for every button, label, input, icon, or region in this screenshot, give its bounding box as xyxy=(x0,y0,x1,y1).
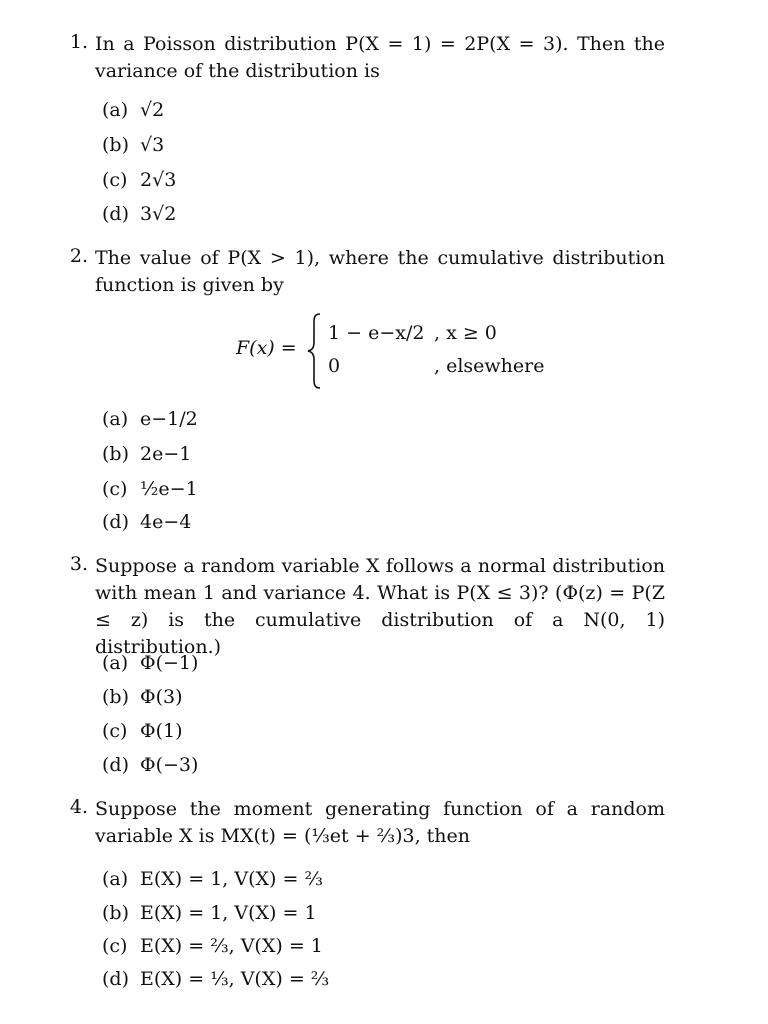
option-label: (d) xyxy=(102,511,129,533)
option-text: E(X) = ⅓, V(X) = ⅔ xyxy=(140,968,330,990)
question-1-option-a xyxy=(102,98,164,122)
left-brace-icon xyxy=(306,312,322,390)
question-3-option-c xyxy=(102,719,183,743)
option-text: √2 xyxy=(140,99,165,121)
question-1-text: In a Poisson distribution P(X = 1) = 2P(X = 3). Then the variance of the distribution is xyxy=(95,33,665,82)
question-3-option-a xyxy=(102,651,198,675)
question-2-number: 2. xyxy=(69,245,88,267)
option-label: (d) xyxy=(102,754,129,776)
option-label: (d) xyxy=(102,203,129,225)
option-text: Φ(1) xyxy=(140,720,183,742)
option-text: Φ(−1) xyxy=(140,652,199,674)
option-label: (d) xyxy=(102,968,129,990)
question-2-option-c xyxy=(102,477,198,501)
question-2-text: The value of P(X > 1), where the cumulative distribution function is given by xyxy=(95,247,665,296)
cdf-lhs: F(x) = xyxy=(236,337,297,359)
option-label: (b) xyxy=(102,134,129,156)
cdf-case2-expression: 0 xyxy=(328,355,341,377)
option-text: 2e−1 xyxy=(140,443,192,465)
question-1-option-d xyxy=(102,202,176,226)
question-3-number: 3. xyxy=(69,553,88,575)
option-text: E(X) = ⅔, V(X) = 1 xyxy=(140,935,323,957)
option-label: (a) xyxy=(102,652,129,674)
option-text: Φ(3) xyxy=(140,686,183,708)
option-text: 3√2 xyxy=(140,203,177,225)
option-label: (a) xyxy=(102,408,129,430)
option-label: (b) xyxy=(102,443,129,465)
question-3-option-b xyxy=(102,685,183,709)
question-3-option-d xyxy=(102,753,198,777)
option-text: 2√3 xyxy=(140,169,177,191)
question-2-option-d xyxy=(102,510,191,534)
question-4-option-a xyxy=(102,867,323,891)
option-label: (c) xyxy=(102,478,128,500)
option-text: Φ(−3) xyxy=(140,754,199,776)
cdf-case1-condition: , x ≥ 0 xyxy=(434,322,497,344)
option-text: E(X) = 1, V(X) = ⅔ xyxy=(140,868,323,890)
option-text: E(X) = 1, V(X) = 1 xyxy=(140,902,317,924)
option-label: (a) xyxy=(102,99,129,121)
option-label: (b) xyxy=(102,686,129,708)
option-label: (c) xyxy=(102,169,128,191)
question-4-number: 4. xyxy=(69,796,88,818)
question-4-option-b xyxy=(102,901,317,925)
option-text: 4e−4 xyxy=(140,511,192,533)
question-4-option-d xyxy=(102,967,329,991)
option-label: (c) xyxy=(102,935,128,957)
option-text: √3 xyxy=(140,134,165,156)
question-1-number: 1. xyxy=(69,31,88,53)
question-1-option-b xyxy=(102,133,164,157)
question-3-text: Suppose a random variable X follows a normal distribution with mean 1 and variance 4. What is P(X ≤ 3)? (Φ(z) = P(Z ≤ z) is the cumulative distribution of a N(0, 1) distribution.) xyxy=(95,555,665,658)
option-label: (a) xyxy=(102,868,129,890)
option-text: ½e−1 xyxy=(140,478,198,500)
cdf-case1-expression: 1 − e−x/2 xyxy=(328,322,425,344)
option-text: e−1/2 xyxy=(140,408,198,430)
question-2-option-a xyxy=(102,407,198,431)
cdf-case2-condition: , elsewhere xyxy=(434,355,545,377)
question-4-text: Suppose the moment generating function of a random variable X is MX(t) = (⅓et + ⅔)3, then xyxy=(95,798,665,847)
question-4-option-c xyxy=(102,934,323,958)
cdf-formula xyxy=(236,312,556,390)
option-label: (b) xyxy=(102,902,129,924)
option-label: (c) xyxy=(102,720,128,742)
question-1-option-c xyxy=(102,168,176,192)
question-2-option-b xyxy=(102,442,191,466)
